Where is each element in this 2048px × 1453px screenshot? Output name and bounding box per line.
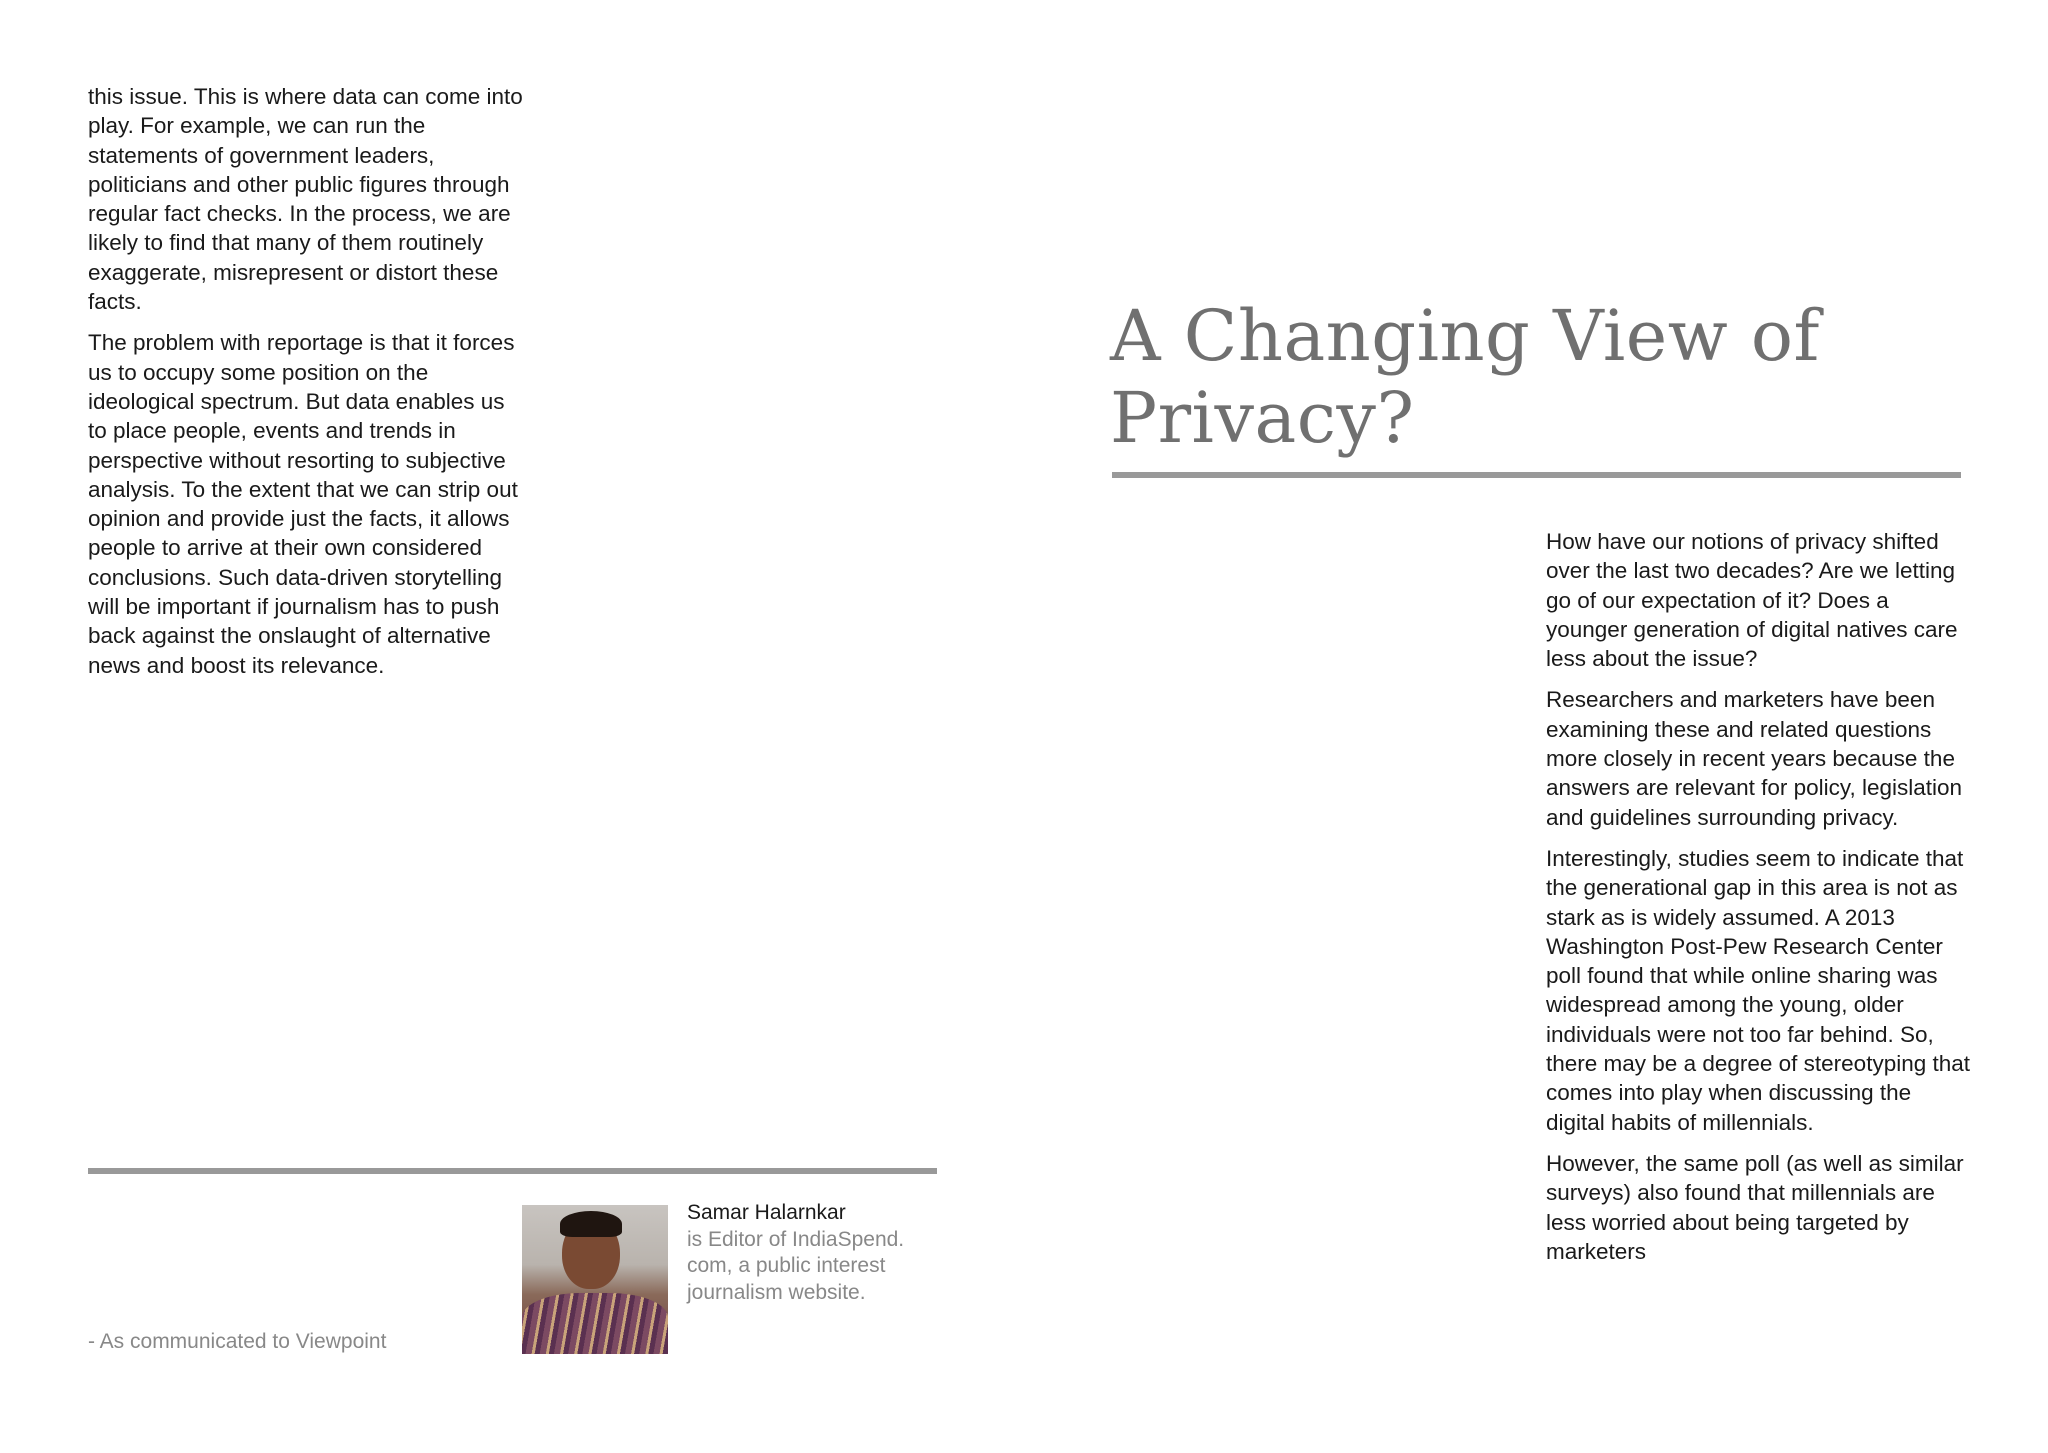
article-title: A Changing View of Privacy? bbox=[1110, 295, 1820, 459]
article-paragraph-3: Interestingly, studies seem to indicate that the generational gap in this area is not as stark as is widely assumed. A 2013 Washington Post-Pew Research Center poll found that while online sharing was widespread among the young, older individuals were not too far behind. So, there may be a degree of stereotyping that comes into play when discussing the digital habits of millennials. bbox=[1546, 845, 1971, 1135]
author-name: Samar Halarnkar bbox=[687, 1201, 846, 1224]
author-bio: is Editor of IndiaSpend. com, a public interest journalism website. bbox=[687, 1227, 905, 1304]
article-paragraph-2: Researchers and marketers have been examining these and related questions more closely in recent years because the answers are relevant for policy, legislation and guidelines surrounding privacy. bbox=[1546, 687, 1963, 830]
author-photo bbox=[522, 1205, 668, 1354]
article-paragraph-4: However, the same poll (as well as similar surveys) also found that millennials are less worried about being targeted by marketers bbox=[1546, 1150, 1964, 1264]
left-divider-rule bbox=[88, 1168, 937, 1174]
attribution-note: - As communicated to Viewpoint bbox=[88, 1330, 387, 1353]
article-paragraph-1: How have our notions of privacy shifted over the last two decades? Are we letting go of our expectation of it? Does a younger generation of digital natives care less about the issue? bbox=[1546, 529, 1958, 672]
title-divider-rule bbox=[1112, 472, 1961, 478]
author-photo-shirt bbox=[522, 1293, 668, 1354]
author-info bbox=[687, 1200, 937, 1306]
left-paragraph-1: this issue. This is where data can come into play. For example, we can run the statements of government leaders, politicians and other public figures through regular fact checks. In the process, we are likely to find that many of them routinely exaggerate, misrepresent or distort these facts. bbox=[88, 84, 523, 315]
right-column-text bbox=[1546, 527, 1976, 1278]
left-column-text bbox=[88, 82, 528, 692]
left-paragraph-2: The problem with reportage is that it forces us to occupy some position on the ideological spectrum. But data enables us to place people, events and trends in perspective without resorting to subjective analysis. To the extent that we can strip out opinion and provide just the facts, it allows people to arrive at their own considered conclusions. Such data-driven storytelling will be important if journalism has to push back against the onslaught of alternative news and boost its relevance. bbox=[88, 330, 518, 678]
author-photo-hair bbox=[560, 1211, 622, 1237]
